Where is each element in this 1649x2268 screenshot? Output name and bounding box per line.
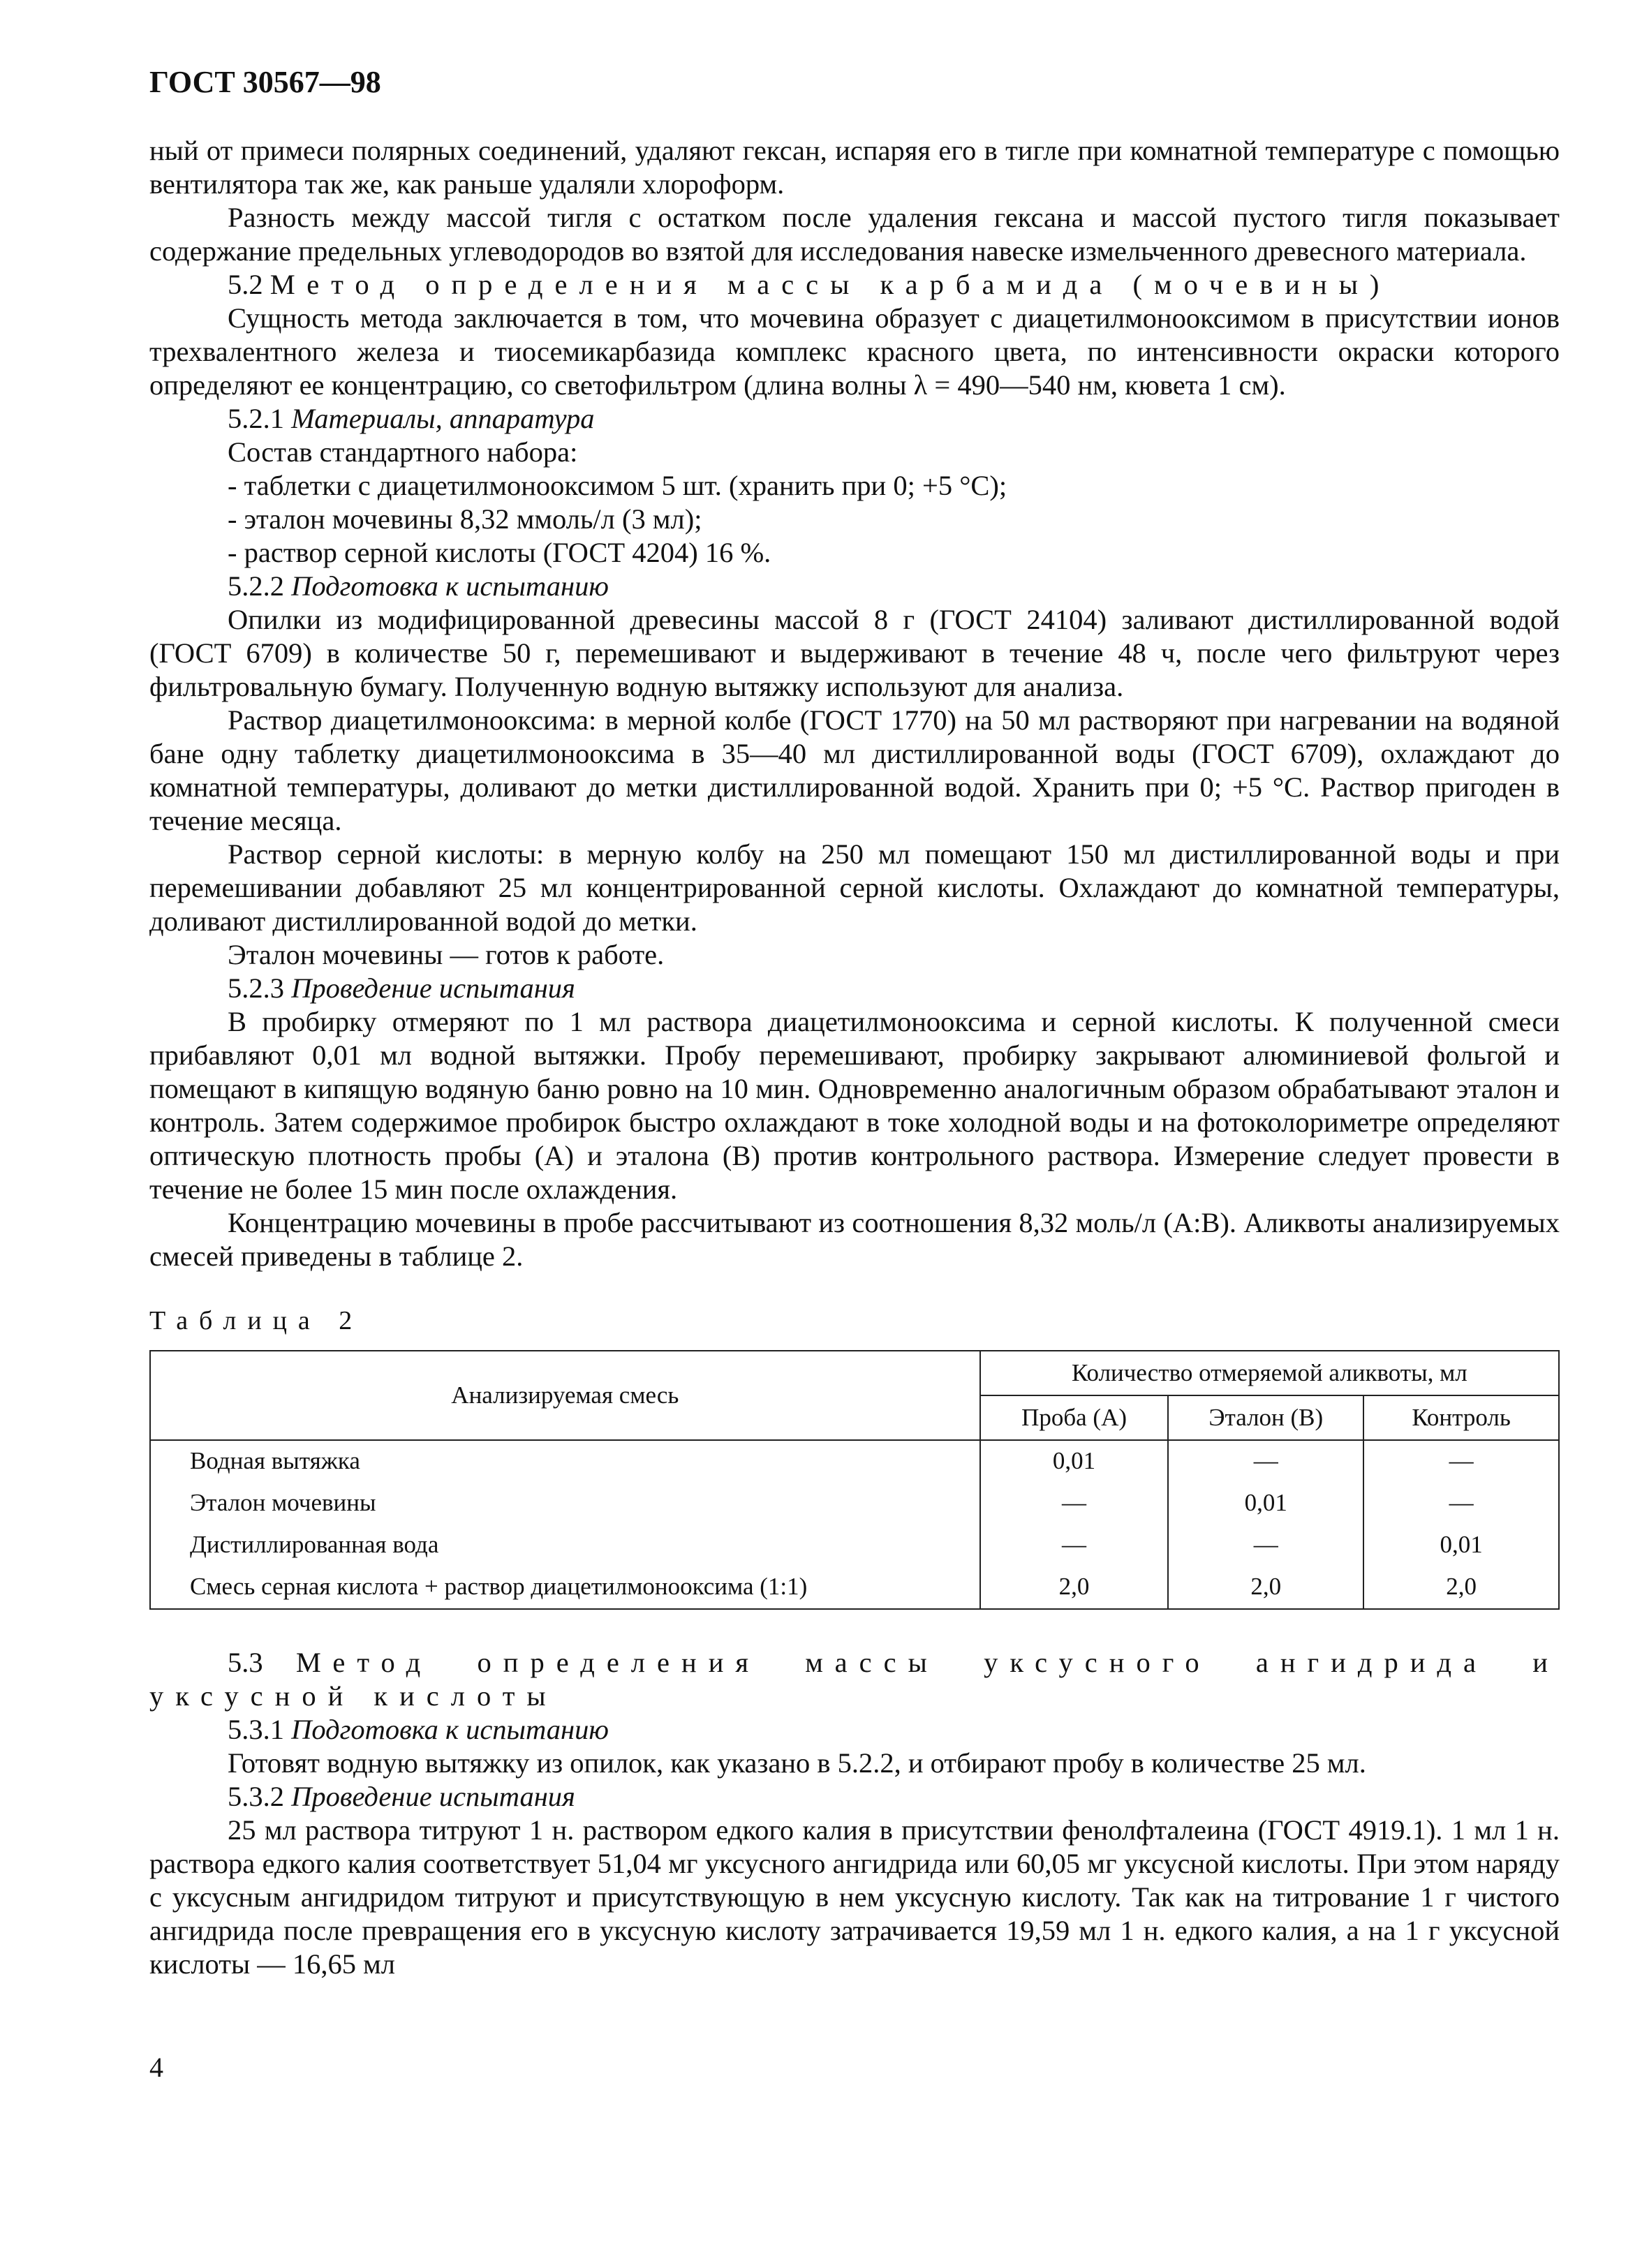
table-cell: 0,01 — [1363, 1525, 1559, 1566]
document-header: ГОСТ 30567—98 — [149, 65, 381, 99]
section-title: Подготовка к испытанию — [291, 570, 609, 602]
table-cell-name: Смесь серная кислота + раствор диацетилмонооксима (1:1) — [150, 1566, 980, 1609]
section-5-2-1-heading — [149, 402, 1560, 436]
section-title: Материалы, аппаратура — [291, 403, 595, 434]
section-5-3-2-heading — [149, 1780, 1560, 1814]
section-title-cont: уксусной кислоты — [149, 1680, 558, 1712]
section-5-3-1-heading — [149, 1713, 1560, 1747]
section-number: 5.2.2 — [228, 570, 284, 602]
table-cell: 0,01 — [1168, 1483, 1363, 1525]
section-5-2-heading — [149, 268, 1560, 302]
paragraph: В пробирку отмеряют по 1 мл раствора диацетилмонооксима и серной кислоты. К полученной смеси прибавляют 0,01 мл водной вытяжки. Пробу перемешивают, пробирку закрывают алюминиевой фольгой и помещают в кипящую водяную баню ровно на 10 мин. Одновременно аналогичным образом обрабатывают эталон и контроль. Затем содержимое пробирок быстро охлаждают в токе холодной воды и на фотоколориметре определяют оптическую плотность пробы (А) и эталона (В) против контрольного раствора. Измерение следует провести в течение не более 15 мин после охлаждения. — [149, 1006, 1560, 1205]
table-row — [150, 1440, 1559, 1483]
section-number: 5.3 — [228, 1647, 263, 1678]
section-5-2-3-heading — [149, 972, 1560, 1005]
page-number: 4 — [149, 2052, 163, 2083]
table-cell: 2,0 — [1168, 1566, 1363, 1609]
table-cell: — — [980, 1525, 1169, 1566]
paragraph: Концентрацию мочевины в пробе рассчитывают из соотношения 8,32 моль/л (А:В). Аликвоты анализируемых смесей приведены в таблице 2. — [149, 1207, 1560, 1272]
paragraph: Раствор серной кислоты: в мерную колбу на 250 мл помещают 150 мл дистиллированной воды и при перемешивании добавляют 25 мл концентрированной серной кислоты. Охлаждают до комнатной температуры, доливают дистиллированной водой до метки. — [149, 838, 1560, 937]
section-5-3-heading-cont — [149, 1680, 1560, 1713]
list-item: - раствор серной кислоты (ГОСТ 4204) 16 %. — [228, 537, 771, 568]
table-cell-name: Дистиллированная вода — [150, 1525, 980, 1566]
section-number: 5.2.3 — [228, 972, 284, 1004]
section-title: Проведение испытания — [291, 1781, 575, 1812]
table-cell: — — [1168, 1440, 1363, 1483]
table-column-header: Контроль — [1363, 1395, 1559, 1440]
paragraph: ный от примеси полярных соединений, удаляют гексан, испаряя его в тигле при комнатной температуре с помощью вентилятора так же, как раньше удаляли хлороформ. — [149, 135, 1560, 200]
table-column-header: Эталон (В) — [1168, 1395, 1363, 1440]
document-page — [149, 63, 1560, 1981]
section-number: 5.3.2 — [228, 1781, 284, 1812]
section-5-3-heading — [149, 1646, 1560, 1680]
table-2 — [149, 1350, 1560, 1610]
table-header-mix: Анализируемая смесь — [150, 1351, 980, 1440]
table-column-header: Проба (А) — [980, 1395, 1169, 1440]
section-title: Подготовка к испытанию — [291, 1714, 609, 1745]
paragraph: Разность между массой тигля с остатком после удаления гексана и массой пустого тигля показывает содержание предельных углеводородов во взятой для исследования навеске измельченного древесного материала. — [149, 202, 1560, 267]
table-cell-name: Эталон мочевины — [150, 1483, 980, 1525]
paragraph: Раствор диацетилмонооксима: в мерной колбе (ГОСТ 1770) на 50 мл растворяют при нагревании на водяной бане одну таблетку диацетилмонооксима в 35—40 мл дистиллированной воды (ГОСТ 6709), охлаждают до комнатной температуры, доливают до метки дистиллированной водой. Хранить при 0; +5 °С. Раствор пригоден в течение месяца. — [149, 704, 1560, 836]
section-title: Проведение испытания — [291, 972, 575, 1004]
paragraph: Опилки из модифицированной древесины массой 8 г (ГОСТ 24104) заливают дистиллированной водой (ГОСТ 6709) в количестве 50 г, перемешивают и выдерживают в течение 48 ч, после чего фильтруют через фильтровальную бумагу. Полученную водную вытяжку используют для анализа. — [149, 604, 1560, 702]
paragraph: Состав стандартного набора: — [228, 436, 578, 468]
paragraph: Сущность метода заключается в том, что мочевина образует с диацетилмонооксимом в присутствии ионов трехвалентного железа и тиосемикарбазида комплекс красного цвета, по интенсивности окраски которого определяют ее концентрацию, со светофильтром (длина волны λ = 490—540 нм, кювета 1 см). — [149, 302, 1560, 401]
table-row — [150, 1483, 1559, 1525]
table-cell: — — [1363, 1483, 1559, 1525]
section-5-2-2-heading — [149, 570, 1560, 603]
section-title: Метод определения массы уксусного ангидрида и — [295, 1647, 1560, 1678]
table-row — [150, 1525, 1559, 1566]
section-number: 5.3.1 — [228, 1714, 284, 1745]
table-cell: 2,0 — [980, 1566, 1169, 1609]
table-cell-name: Водная вытяжка — [150, 1440, 980, 1483]
table-cell: — — [1363, 1440, 1559, 1483]
table-cell: — — [980, 1483, 1169, 1525]
list-item: - таблетки с диацетилмонооксимом 5 шт. (хранить при 0; +5 °С); — [228, 470, 1007, 501]
section-title: Метод определения массы карбамида (мочевины) — [269, 269, 1391, 300]
table-cell: 2,0 — [1363, 1566, 1559, 1609]
table-header-group: Количество отмеряемой аликвоты, мл — [980, 1351, 1559, 1395]
table-cell: 0,01 — [980, 1440, 1169, 1483]
section-number: 5.2 — [228, 269, 263, 300]
list-item: - эталон мочевины 8,32 ммоль/л (3 мл); — [228, 503, 702, 535]
table-caption: Таблица 2 — [149, 1306, 364, 1335]
paragraph: 25 мл раствора титруют 1 н. раствором едкого калия в присутствии фенолфталеина (ГОСТ 4919.1). 1 мл 1 н. раствора едкого калия соответствует 51,04 мг уксусного ангидрида или 60,05 мг уксусной кислоты. При этом наряду с уксусным ангидридом титруют и присутствующую в нем уксусную кислоту. Так как на титрование 1 г чистого ангидрида после превращения его в уксусную кислоту затрачивается 19,59 мл 1 н. едкого калия, а на 1 г уксусной кислоты — 16,65 мл — [149, 1814, 1560, 1980]
paragraph: Готовят водную вытяжку из опилок, как указано в 5.2.2, и отбирают пробу в количестве 25 мл. — [228, 1747, 1366, 1779]
table-cell: — — [1168, 1525, 1363, 1566]
section-number: 5.2.1 — [228, 403, 284, 434]
paragraph: Эталон мочевины — готов к работе. — [228, 939, 665, 970]
table-row — [150, 1566, 1559, 1609]
